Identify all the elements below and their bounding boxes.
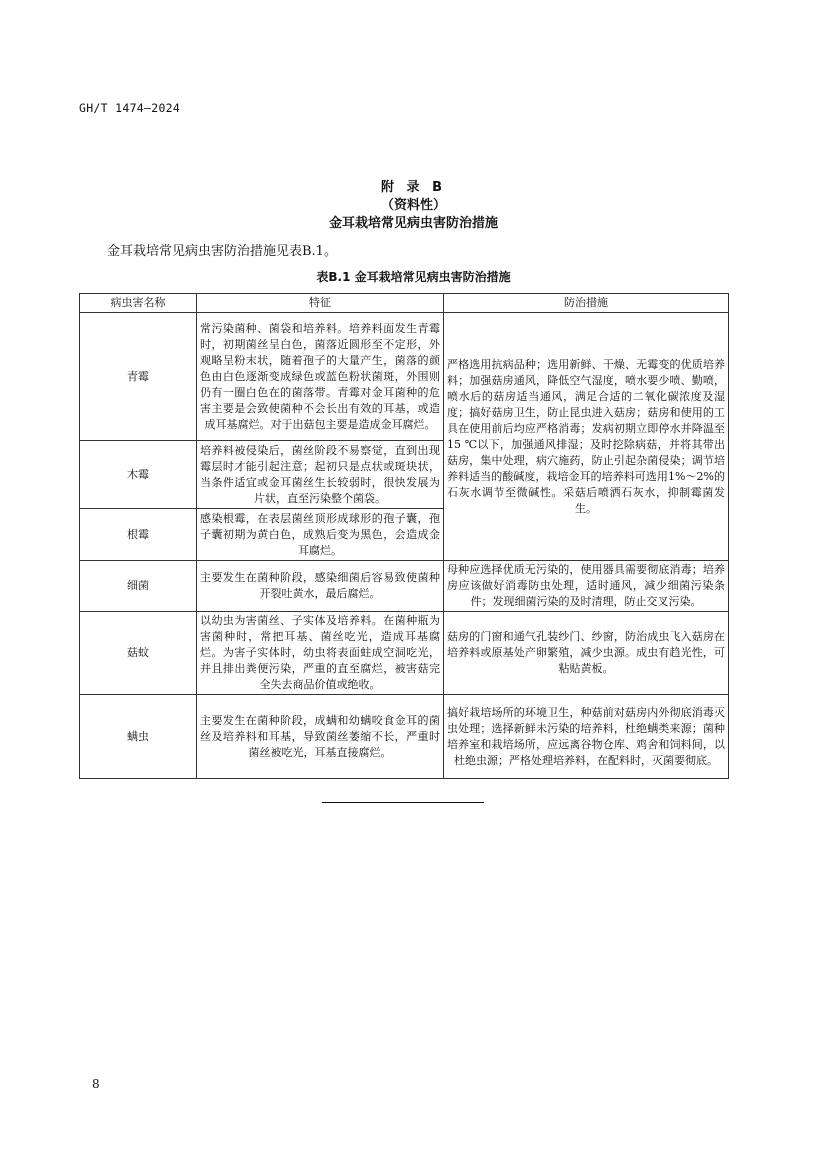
intro-paragraph: 金耳栽培常见病虫害防治措施见表B.1。 — [107, 244, 337, 259]
appendix-type: （资料性） — [380, 198, 446, 213]
pest-feature: 主要发生在菌种阶段，成螨和幼螨咬食金耳的菌丝及培养料和耳基，导致菌丝萎缩不长，严重时菌丝被吃光，耳基直接腐烂。 — [197, 695, 444, 779]
table-row — [80, 313, 729, 441]
pest-feature: 培养料被侵染后，菌丝阶段不易察觉，直到出现霉层时才能引起注意；起初只是点状或斑块状，当条件适宜或金耳菌丝生长较弱时，很快发展为片状，直至污染整个菌袋。 — [197, 441, 444, 509]
appendix-subject: 金耳栽培常见病虫害防治措施 — [328, 216, 498, 231]
appendix-title: 附 录 B — [381, 180, 446, 195]
header-measure: 防治措施 — [444, 294, 729, 313]
pest-name: 青霉 — [80, 313, 197, 441]
standard-code: GH/T 1474—2024 — [79, 101, 181, 115]
table-row — [80, 561, 729, 612]
mold-control-measure: 严格选用抗病品种；选用新鲜、干燥、无霉变的优质培养料；加强菇房通风，降低空气湿度，喷水要少喷、勤喷，喷水后的菇房适当通风，满足合适的二氧化碳浓度及湿度；搞好菇房卫生，防止昆虫进入菇房；菇房和使用的工具在使用前后均应严格消毒；发病初期立即停水并降温至15 ℃以下，加强通风排湿；及时挖除病菇，并将其带出菇房，集中处理，病穴施药，防止引起杂菌侵染；调节培养料适当的酸碱度，栽培金耳的培养料可选用1%～2%的石灰水调节至微碱性。采菇后喷洒石灰水，抑制霉菌发生。 — [444, 313, 729, 561]
table-header-row — [80, 294, 729, 313]
pest-name: 菇蚊 — [80, 612, 197, 695]
table-caption: 表B.1 金耳栽培常见病虫害防治措施 — [316, 270, 511, 284]
pest-name: 木霉 — [80, 441, 197, 509]
end-of-document-line — [322, 802, 484, 803]
pest-name: 细菌 — [80, 561, 197, 612]
pest-measure: 母种应选择优质无污染的，使用器具需要彻底消毒；培养房应该做好消毒防虫处理，适时通风，减少细菌污染条件；发现细菌污染的及时清理，防止交叉污染。 — [444, 561, 729, 612]
header-feature: 特征 — [197, 294, 444, 313]
pest-measure: 菇房的门窗和通气孔装纱门、纱窗，防治成虫飞入菇房在培养料或原基处产卵繁殖，减少虫源。成虫有趋光性，可粘贴黄板。 — [444, 612, 729, 695]
pest-feature: 感染根霉，在表层菌丝顶形成球形的孢子囊，孢子囊初期为黄白色，成熟后变为黑色，会造成金耳腐烂。 — [197, 509, 444, 561]
table-row — [80, 695, 729, 779]
pest-name: 根霉 — [80, 509, 197, 561]
header-pest-name: 病虫害名称 — [80, 294, 197, 313]
page-number: 8 — [92, 1077, 100, 1091]
table-row — [80, 612, 729, 695]
pest-feature: 以幼虫为害菌丝、子实体及培养料。在菌种瓶为害菌种时，常把耳基、菌丝吃光，造成耳基腐烂。为害子实体时，幼虫将表面蛀成空洞吃光，并且排出粪便污染，严重的直至腐烂，被害菇完全失去商品价值或绝收。 — [197, 612, 444, 695]
pest-feature: 主要发生在菌种阶段，感染细菌后容易致使菌种开裂吐黄水，最后腐烂。 — [197, 561, 444, 612]
pest-control-table — [79, 293, 729, 779]
pest-measure: 搞好栽培场所的环境卫生，种菇前对菇房内外彻底消毒灭虫处理；选择新鲜未污染的培养料，杜绝螨类来源；菌种培养室和栽培场所，应远离谷物仓库、鸡舍和饲料间，以杜绝虫源；严格处理培养料，在配料时，灭菌要彻底。 — [444, 695, 729, 779]
pest-name: 螨虫 — [80, 695, 197, 779]
pest-feature: 常污染菌种、菌袋和培养料。培养料面发生青霉时，初期菌丝呈白色，菌落近圆形至不定形，外观略呈粉末状，随着孢子的大量产生，菌落的颜色由白色逐渐变成绿色或蓝色粉状菌斑，外围则仍有一圈白色在的菌落带。青霉对金耳菌种的危害主要是会致使菌种不会长出有效的耳基，或造成耳基腐烂。对于出菇包主要是造成金耳腐烂。 — [197, 313, 444, 441]
